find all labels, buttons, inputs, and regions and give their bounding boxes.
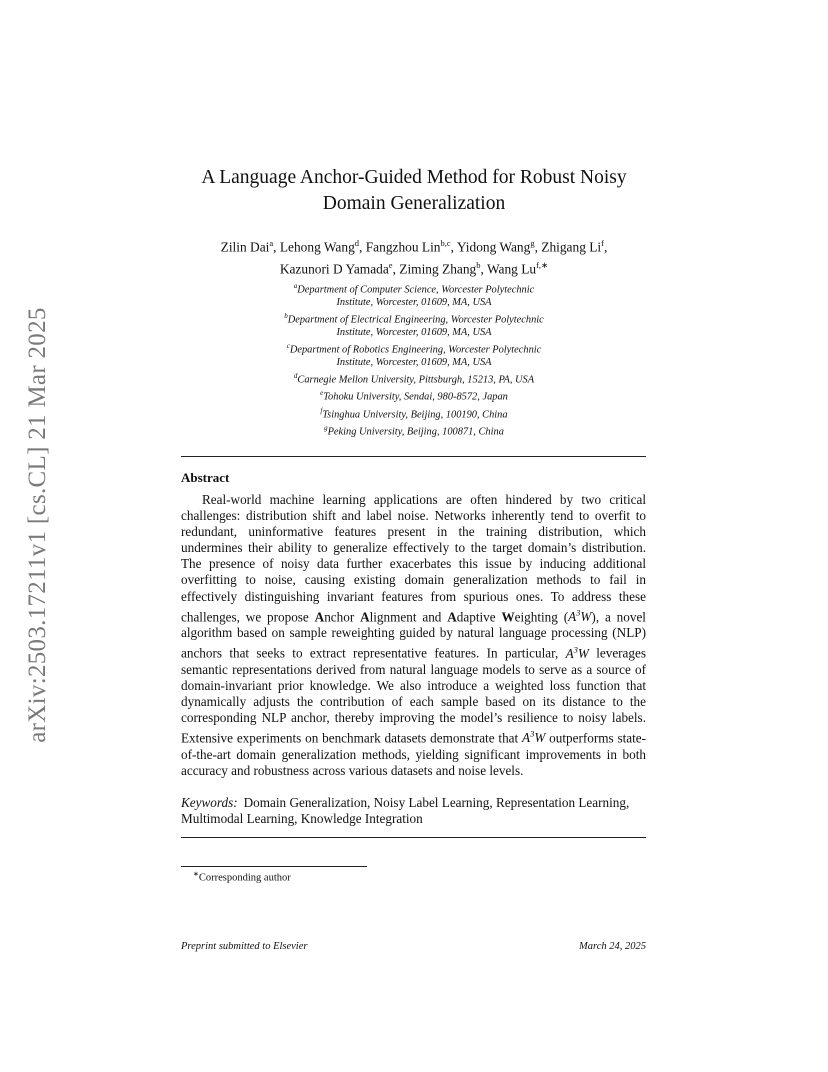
method-sup: 3 [573, 644, 578, 655]
author: Wang Lu [486, 261, 537, 277]
author-affil-mark: d [354, 238, 360, 248]
author-sep: , [359, 239, 366, 255]
affiliation-cont: Institute, Worcester, 01609, MA, USA [336, 357, 492, 369]
keywords-text: Domain Generalization, Noisy Label Learning, Representation Learning, Multimodal Learning, Knowledge Integration [181, 795, 630, 826]
abstract-bottom-rule [181, 837, 646, 838]
affiliation-mark: b [284, 312, 288, 321]
affiliation [150, 310, 678, 327]
affiliation [150, 387, 678, 404]
arxiv-sidebar [18, 290, 58, 760]
author: Zhigang Li [541, 239, 602, 255]
affiliation-line: Tsinghua University, Beijing, 100190, China [322, 409, 508, 421]
affiliation [150, 370, 678, 387]
affiliation-line: Tohoku University, Sendai, 980-8572, Japan [323, 391, 508, 403]
affiliation-line: Carnegie Mellon University, Pittsburgh, 15213, PA, USA [297, 374, 535, 386]
acronym-letter: A [360, 609, 370, 625]
method-base: A [565, 645, 574, 661]
method-tail: W [534, 730, 546, 746]
keywords-label: Keywords: [181, 795, 238, 810]
author-sep: , [450, 239, 457, 255]
method-sup: 3 [530, 729, 535, 740]
affiliation [150, 422, 678, 439]
method-base: A [522, 730, 531, 746]
footnote-text: Corresponding author [198, 872, 291, 884]
author-line-2 [150, 256, 678, 278]
title-line-2: Domain Generalization [322, 193, 506, 214]
keywords [181, 795, 646, 827]
abstract-heading: Abstract [181, 470, 230, 485]
method-name [566, 646, 589, 661]
affiliation [150, 340, 678, 357]
arxiv-identifier: arXiv:2503.17211v1 [cs.CL] 21 Mar 2025 [24, 307, 51, 743]
author-affil-mark: f [601, 238, 604, 248]
abstract-text: lignment and [369, 609, 448, 625]
author-list [150, 234, 678, 279]
affiliation [150, 405, 678, 422]
abstract-body [181, 492, 646, 779]
author-affil-mark: g [530, 238, 535, 248]
affiliation-mark: d [293, 372, 298, 381]
affiliation-line: Department of Robotics Engineering, Worcester Polytechnic [289, 344, 542, 356]
abstract-text: ), a novel algorithm based on sample reweighting guided by natural language processing (NLP) anchors that seeks to extract representative features. In particular, [181, 609, 646, 661]
affiliation-line: Department of Computer Science, Worcester Polytechnic [297, 284, 535, 296]
author: Kazunori D Yamada [279, 261, 389, 277]
affiliation-mark: f [320, 406, 323, 415]
footnote [193, 870, 291, 884]
author-affil-mark: a [269, 238, 274, 248]
footnote-rule [181, 866, 367, 867]
footer-date: March 24, 2025 [579, 941, 646, 952]
abstract-text: eighting ( [514, 609, 569, 625]
affiliation [150, 280, 678, 297]
author-sep: , [392, 261, 400, 277]
affiliation-line: Department of Electrical Engineering, Worcester Polytechnic [287, 314, 544, 326]
author: Ziming Zhang [399, 261, 477, 277]
title-line-1: A Language Anchor-Guided Method for Robust Noisy [201, 167, 627, 188]
author-affil-mark: b [476, 260, 481, 271]
author-sep: , [480, 261, 487, 277]
author-affil-mark: f,∗ [536, 260, 549, 271]
author-affil-mark: b,c [440, 238, 451, 248]
acronym-letter: A [314, 609, 325, 625]
author-affil-mark: e [388, 260, 393, 271]
affiliation-line: Peking University, Beijing, 100871, China [327, 426, 504, 438]
method-tail: W [577, 645, 589, 661]
author-line-1 [150, 234, 678, 256]
method-name [568, 609, 591, 624]
acronym-letter: W [501, 609, 515, 625]
affiliation-mark: c [286, 342, 290, 351]
paper-title [150, 165, 678, 217]
affiliation-mark: e [320, 389, 324, 398]
affiliation-list [150, 280, 678, 439]
affiliation-cont: Institute, Worcester, 01609, MA, USA [336, 297, 492, 309]
abstract-text: nchor [324, 609, 361, 625]
affiliation-cont: Institute, Worcester, 01609, MA, USA [336, 327, 492, 339]
author: Yidong Wang [456, 239, 531, 255]
author: Zilin Dai [220, 239, 270, 255]
author: Fangzhou Lin [365, 239, 441, 255]
method-base: A [568, 609, 577, 625]
abstract-text: Real-world machine learning applications are often hindered by two critical challenges: distribution shift and label noise. Networks inherently tend to overfit to redundant, uninformative features present in the training distribution, which undermines their ability to generalize effectively to the target domain’s distribution. The presence of noisy data further exacerbates this issue by inducing additional overfitting to noise, causing existing domain generalization methods to fail in effectively distinguishing invariant features from spurious ones. To address these challenges, we propose [181, 492, 646, 625]
author-sep: , [534, 239, 542, 255]
affiliation-mark: g [324, 423, 328, 432]
acronym-letter: A [447, 609, 457, 625]
footer-preprint-note: Preprint submitted to Elsevier [181, 941, 308, 952]
method-tail: W [580, 609, 592, 625]
author-sep: , [603, 239, 608, 255]
abstract-text: daptive [456, 609, 502, 625]
author-sep: , [273, 239, 280, 255]
footnote-mark: ∗ [193, 870, 199, 878]
abstract-text: outperforms state-of-the-art domain generalization methods, yielding significant improvements in both accuracy and robustness across various datasets and noise levels. [181, 730, 647, 778]
abstract-top-rule [181, 456, 646, 457]
method-sup: 3 [576, 607, 581, 618]
method-name [522, 730, 545, 745]
affiliation-mark: a [293, 282, 298, 290]
abstract-text: leverages semantic representations derived from natural language models to serve as a source of domain-invariant prior knowledge. We also introduce a weighted loss function that dynamically adjusts the contribution of each sample based on its distance to the corresponding NLP anchor, thereby improving the model’s resilience to noisy labels. Extensive experiments on benchmark datasets demonstrate that [181, 645, 646, 746]
author: Lehong Wang [279, 239, 355, 255]
